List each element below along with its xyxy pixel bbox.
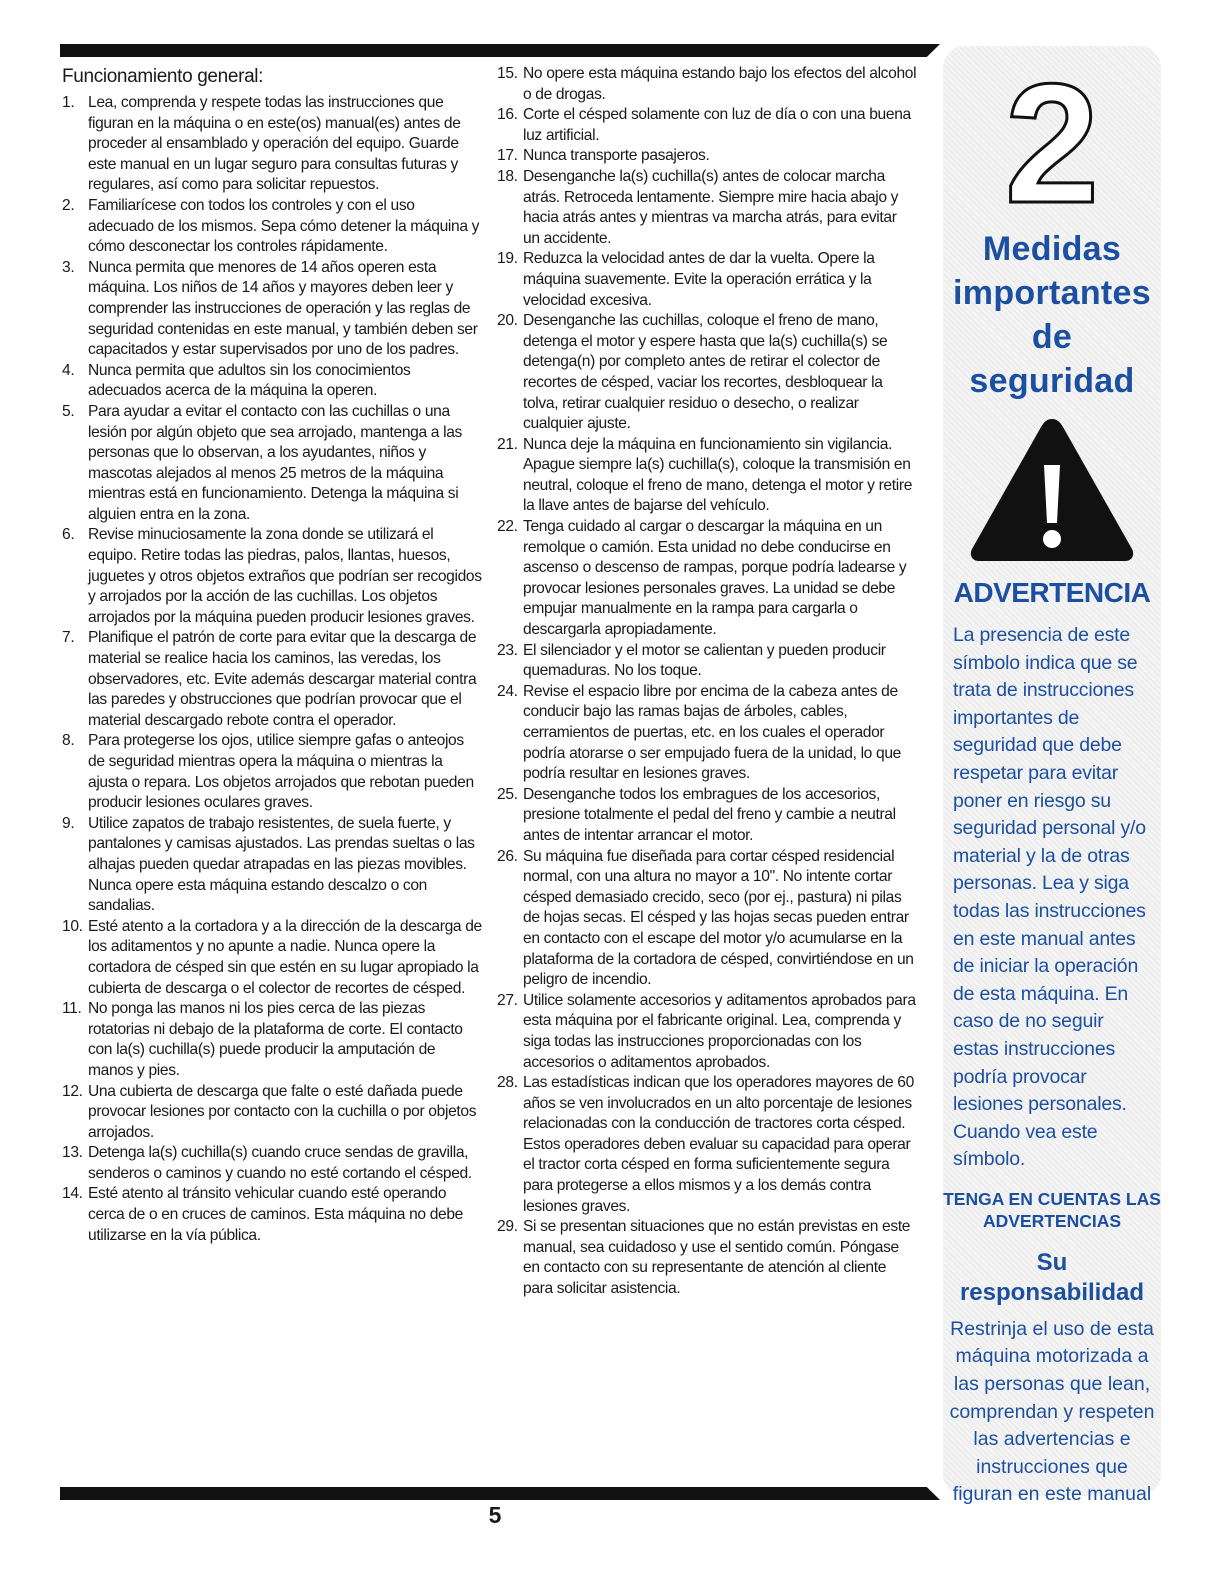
list-item bbox=[62, 361, 482, 402]
item-text: Una cubierta de descarga que falte o esté dañada puede provocar lesiones por contacto con la cuchilla o por objetos arrojados. bbox=[88, 1082, 477, 1141]
list-item bbox=[497, 1217, 917, 1299]
list-item bbox=[497, 517, 917, 641]
item-number: 12. bbox=[62, 1082, 83, 1100]
responsibility-text: Restrinja el uso de esta máquina motorizada a las personas que lean, comprendan y respeten las advertencias e instrucciones que figuran en este manual bbox=[949, 1317, 1155, 1506]
list-item bbox=[62, 628, 482, 731]
item-number: 5. bbox=[62, 402, 75, 420]
item-number: 24. bbox=[497, 682, 518, 700]
item-number: 29. bbox=[497, 1218, 518, 1236]
item-number: 19. bbox=[497, 250, 518, 268]
list-item bbox=[62, 917, 482, 999]
item-text: Nunca permita que menores de 14 años operen esta máquina. Los niños de 14 años y mayores deben leer y comprender las instrucciones de operación y las reglas de seguridad contenidas en este manual, y también deben ser capacitados y estar supervisados por uno de los padres. bbox=[88, 258, 478, 359]
list-item bbox=[497, 105, 917, 146]
sidebar-title-line: Medidas bbox=[982, 230, 1122, 268]
bottom-rule bbox=[60, 1487, 940, 1500]
item-number: 4. bbox=[62, 361, 75, 379]
item-text: Nunca permita que adultos sin los conocimientos adecuados acerca de la máquina la operen. bbox=[88, 361, 411, 400]
sidebar-title bbox=[943, 227, 1161, 403]
item-text: Lea, comprenda y respete todas las instrucciones que figuran en la máquina o en este(os) manual(es) antes de proceder al ensamblado y operación del equipo. Guarde este manual en un lugar seguro para consultas futuras y regulares, así como para solicitar repuestos. bbox=[88, 94, 461, 194]
item-text: Desenganche todos los embragues de los accesorios, presione totalmente el pedal del freno y cambie a neutral antes de intentar arrancar el motor. bbox=[523, 785, 896, 844]
item-text: Planifique el patrón de corte para evitar que la descarga de material se realice hacia los caminos, las veredas, los observadores, etc. Evite además descargar material contra las paredes y obstrucciones que podrían provocar que el material descargado rebote contra el operador. bbox=[88, 629, 477, 729]
item-text: Utilice zapatos de trabajo resistentes, de suela fuerte, y pantalones y camisas ajustados. Las prendas sueltas o las alhajas pueden quedar atrapadas en las piezas movibles. Nunca opere esta máquina estando descalzo o con sandalias. bbox=[88, 814, 475, 915]
sidebar-title-line: de bbox=[1031, 318, 1073, 356]
item-number: 17. bbox=[497, 147, 518, 165]
item-number: 3. bbox=[62, 258, 75, 276]
item-text: Su máquina fue diseñada para cortar césped residencial normal, con una altura no mayor a 10". No intente cortar césped demasiado crecido, seco (por ej., pastura) ni pilas de hojas secas. El césped y las hojas secas pueden entrar en contacto con el escape del motor y/o acumularse en la plataforma de la cortadora de césped, convirtiéndose en un peligro de incendio. bbox=[523, 847, 914, 989]
item-text: Revise minuciosamente la zona donde se utilizará el equipo. Retire todas las piedras, palos, llantas, huesos, juguetes y otros objetos extraños que podrían ser recogidos y arrojados por la acción de las cuchillas. Los objetos arrojados por la máquina pueden producir lesiones graves. bbox=[88, 526, 482, 626]
item-text: Si se presentan situaciones que no están previstas en este manual, sea cuidadoso y use el sentido común. Póngase en contacto con su representante de atención al cliente para solicitar asistencia. bbox=[523, 1218, 911, 1298]
list-item bbox=[62, 196, 482, 258]
list-item bbox=[62, 999, 482, 1081]
list-item bbox=[497, 435, 917, 517]
list-item bbox=[62, 402, 482, 526]
item-text: Corte el césped solamente con luz de día o con una buena luz artificial. bbox=[523, 106, 911, 144]
list-item bbox=[497, 167, 917, 249]
item-number: 2. bbox=[62, 196, 75, 214]
warning-triangle-icon bbox=[967, 413, 1137, 565]
item-text: Esté atento al tránsito vehicular cuando esté operando cerca de o en cruces de caminos. Esta máquina no debe utilizarse en la vía pública. bbox=[88, 1185, 463, 1244]
item-number: 15. bbox=[497, 65, 518, 82]
item-number: 10. bbox=[62, 917, 83, 935]
list-item bbox=[497, 785, 917, 847]
item-number: 14. bbox=[62, 1185, 83, 1203]
left-column bbox=[62, 64, 482, 1246]
item-text: Para protegerse los ojos, utilice siempre gafas o anteojos de seguridad mientras opera la máquina o mientras la ajusta o repara. Los objetos arrojados que rebotan pueden producir lesiones oculares graves. bbox=[88, 732, 474, 812]
item-number: 28. bbox=[497, 1074, 518, 1092]
symbol-explanation: La presencia de este símbolo indica que se trata de instrucciones importantes de seguridad que debe respetar para evitar poner en riesgo su seguridad personal y/o material y la de otras personas. Lea y siga todas las instrucciones en este manual antes de iniciar la operación de esta máquina. En caso de no seguir estas instrucciones podría provocar lesiones personales. Cuando vea este símbolo. bbox=[953, 624, 1146, 1171]
item-text: No opere esta máquina estando bajo los efectos del alcohol o de drogas. bbox=[523, 65, 917, 103]
item-number: 22. bbox=[497, 518, 518, 536]
item-number: 21. bbox=[497, 435, 518, 453]
item-text: Detenga la(s) cuchilla(s) cuando cruce sendas de gravilla, senderos o caminos y cuando no esté cortando el césped. bbox=[88, 1144, 472, 1182]
list-item bbox=[62, 731, 482, 813]
item-text: Desenganche la(s) cuchilla(s) antes de colocar marcha atrás. Retroceda lentamente. Siempre mire hacia abajo y hacia atrás antes y mientras va marcha atrás, para evitar un accidente. bbox=[523, 167, 899, 247]
item-number: 23. bbox=[497, 641, 518, 659]
item-number: 20. bbox=[497, 312, 518, 330]
item-number: 13. bbox=[62, 1144, 83, 1162]
item-number: 9. bbox=[62, 814, 75, 832]
list-item bbox=[497, 146, 917, 167]
item-number: 26. bbox=[497, 847, 518, 865]
item-text: Nunca deje la máquina en funcionamiento sin vigilancia. Apague siempre la(s) cuchilla(s), coloque la transmisión en neutral, coloque el freno de mano, detenga el motor y retire la llave antes de bajarse del vehículo. bbox=[523, 435, 913, 515]
item-text: Esté atento a la cortadora y a la dirección de la descarga de los aditamentos y no apunte a nadie. Nunca opere la cortadora de césped sin que estén en su lugar apropiado la cubierta de descarga o el colector de recortes de césped. bbox=[88, 917, 482, 997]
item-number: 11. bbox=[62, 1000, 82, 1018]
item-number: 25. bbox=[497, 785, 518, 803]
list-item bbox=[497, 1073, 917, 1217]
chapter-number-icon bbox=[997, 74, 1107, 214]
list-item bbox=[497, 641, 917, 682]
item-text: Para ayudar a evitar el contacto con las cuchillas o una lesión por algún objeto que sea arrojado, mantenga a las personas que lo observan, a los ayudantes, niños y mascotas alejados al menos 25 metros de la máquina mientras está en funcionamiento. Detenga la máquina si alguien entra en la zona. bbox=[88, 402, 462, 523]
item-text: Nunca transporte pasajeros. bbox=[523, 147, 710, 165]
page-number: 5 bbox=[488, 1502, 502, 1528]
rules-list-mid bbox=[497, 64, 917, 1300]
list-item bbox=[62, 93, 482, 196]
item-number: 8. bbox=[62, 732, 75, 750]
list-item bbox=[497, 991, 917, 1073]
list-item bbox=[497, 64, 917, 105]
list-item bbox=[62, 814, 482, 917]
item-number: 27. bbox=[497, 991, 518, 1009]
section-heading: Funcionamiento general: bbox=[62, 66, 264, 87]
warning-word: ADVERTENCIA bbox=[953, 577, 1151, 608]
list-item bbox=[62, 1082, 482, 1144]
responsibility-title-line: Su bbox=[1036, 1248, 1068, 1276]
list-item bbox=[62, 1143, 482, 1184]
item-number: 18. bbox=[497, 167, 518, 185]
item-number: 16. bbox=[497, 106, 518, 124]
safety-sidebar bbox=[943, 46, 1161, 1506]
item-text: Revise el espacio libre por encima de la cabeza antes de conducir bajo las ramas bajas de árboles, cables, cerramientos de puertas, etc. en los cuales el operador podría atorarse o ser empujado fuera de la unidad, lo que podría resultar en lesiones graves. bbox=[523, 682, 901, 783]
item-text: Reduzca la velocidad antes de dar la vuelta. Opere la máquina suavemente. Evite la operación errática y la velocidad excesiva. bbox=[523, 250, 875, 309]
list-item bbox=[497, 847, 917, 991]
responsibility-title-line: responsabilidad bbox=[959, 1278, 1145, 1306]
sidebar-title-line: seguridad bbox=[969, 362, 1135, 400]
middle-column bbox=[497, 64, 917, 1300]
responsibility-title bbox=[943, 1248, 1161, 1308]
item-number: 1. bbox=[62, 94, 75, 111]
item-text: Desenganche las cuchillas, coloque el freno de mano, detenga el motor y espere hasta que la(s) cuchilla(s) se detenga(n) por completo antes de retirar el colector de recortes de césped, vaciar los recortes, desbloquear la tolva, retirar cualquier residuo o desecho, o realizar cualquier ajuste. bbox=[523, 312, 888, 433]
item-text: Familiarícese con todos los controles y con el uso adecuado de los mismos. Sepa cómo detener la máquina y cómo desconectar los controles rápidamente. bbox=[88, 196, 480, 256]
item-text: Las estadísticas indican que los operadores mayores de 60 años se ven involucrados en un alto porcentaje de lesiones relacionadas con la conducción de tractores corta césped. Estos operadores deben evaluar su capacidad para operar el tractor corta césped en forma suficientemente segura para protegerse a ellos mismos y a los demás contra lesiones graves. bbox=[523, 1074, 914, 1215]
item-text: Utilice solamente accesorios y aditamentos aprobados para esta máquina por el fabricante original. Lea, comprenda y siga todas las instrucciones proporcionadas con los accesorios o aditamentos aprobados. bbox=[523, 991, 916, 1071]
item-number: 7. bbox=[62, 629, 75, 647]
item-number: 6. bbox=[62, 526, 75, 544]
list-item bbox=[497, 311, 917, 435]
sidebar-title-line: importantes bbox=[953, 274, 1151, 312]
list-item bbox=[62, 525, 482, 628]
list-item bbox=[497, 682, 917, 785]
list-item bbox=[497, 249, 917, 311]
tenga-en-cuenta: TENGA EN CUENTAS LAS ADVERTENCIAS bbox=[943, 1188, 1161, 1231]
item-text: El silenciador y el motor se calientan y pueden producir quemaduras. No los toque. bbox=[523, 641, 886, 680]
list-item bbox=[62, 1184, 482, 1246]
chapter-number: 2 bbox=[1004, 74, 1100, 214]
rules-list-left bbox=[62, 93, 482, 1246]
list-item bbox=[62, 258, 482, 361]
item-text: Tenga cuidado al cargar o descargar la máquina en un remolque o camión. Esta unidad no debe conducirse en ascenso o descenso de rampas, porque podría ladearse y provocar lesiones personales graves. La unidad se debe empujar manualmente en la rampa para cargarla o descargarla apropiadamente. bbox=[523, 518, 907, 639]
item-text: No ponga las manos ni los pies cerca de las piezas rotatorias ni debajo de la plataforma de corte. El contacto con la(s) cuchilla(s) puede producir la amputación de manos y pies. bbox=[88, 1000, 463, 1079]
top-rule bbox=[60, 44, 940, 57]
